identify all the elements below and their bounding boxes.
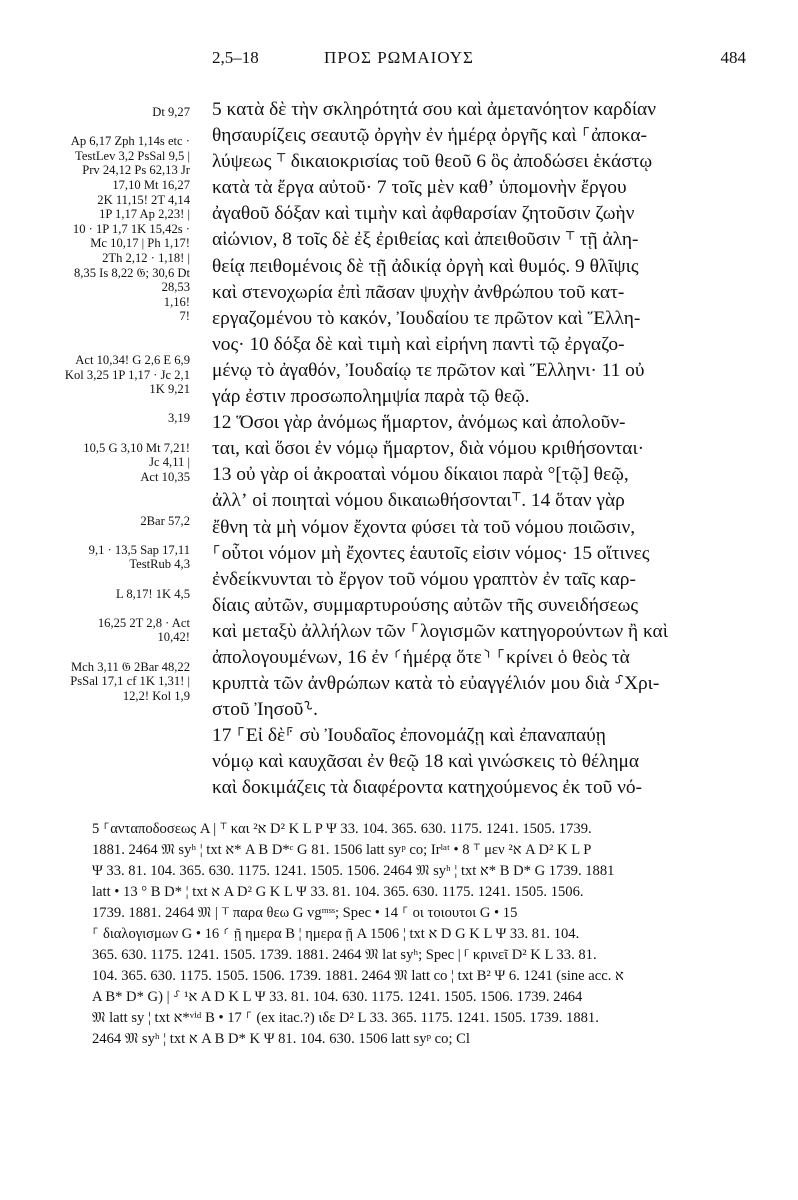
- margin-reference: TestLev 3,2 PsSal 9,5 |: [75, 148, 190, 163]
- margin-reference: 8,35 Is 8,22 𝔊; 30,6 Dt: [73, 265, 190, 280]
- text-line: 12 Ὅσοι γὰρ ἀνόμως ἥμαρτον, ἀνόμως καὶ ἀπολοῦν-: [212, 412, 626, 434]
- text-line: ἀλλʼ οἱ ποιηταὶ νόμου δικαιωθήσονται⸆. 14 ὅταν γὰρ: [212, 490, 625, 512]
- margin-reference: Mch 3,11 𝔊 2Bar 48,22: [70, 659, 190, 674]
- margin-reference: 1K 9,21: [149, 382, 190, 397]
- margin-reference: [18, 426, 190, 441]
- margin-reference: 10,5 G 3,10 Mt 7,21!: [83, 440, 190, 455]
- margin-reference: Dt 9,27: [152, 105, 190, 119]
- margin-reference: [18, 499, 190, 514]
- greek-main-text: [212, 97, 750, 802]
- margin-reference: Prv 24,12 Ps 62,13 Jr: [82, 163, 190, 178]
- margin-reference: 3,19: [167, 411, 190, 426]
- margin-reference: PsSal 17,1 cf 1K 1,31! |: [70, 674, 190, 689]
- margin-reference: Act 10,34! G 2,6 E 6,9: [75, 353, 190, 368]
- page-header: [0, 48, 798, 72]
- text-line: νος· 10 δόξα δὲ καὶ τιμὴ καὶ εἰρήνη παντὶ τῷ ἐργαζο-: [212, 333, 625, 355]
- margin-reference: Kol 3,25 1P 1,17 · Jc 2,1: [64, 367, 190, 382]
- apparatus-line: 2464 𝔐 syʰ ¦ txt א A B D* K Ψ 81. 104. 630. 1506 latt syᵖ co; Cl: [92, 1031, 470, 1047]
- page-number: 484: [720, 48, 746, 67]
- margin-reference: 2Bar 57,2: [140, 513, 190, 528]
- margin-reference: [18, 484, 190, 499]
- margin-reference: 10 · 1P 1,7 1K 15,42s ·: [72, 221, 190, 236]
- text-line: 5 κατὰ δὲ τὴν σκληρότητά σου καὶ ἀμετανόητον καρδίαν: [212, 99, 656, 120]
- margin-reference: Ap 6,17 Zph 1,14s etc ·: [70, 134, 190, 149]
- text-line: ⸀οὗτοι νόμον μὴ ἔχοντες ἑαυτοῖς εἰσιν νόμος· 15 οἵτινες: [212, 542, 650, 564]
- margin-reference: Mc 10,17 | Ph 1,17!: [90, 236, 190, 251]
- text-line: κρυπτὰ τῶν ἀνθρώπων κατὰ τὸ εὐαγγέλιόν μου διὰ ⸉Χρι-: [212, 673, 660, 695]
- margin-reference: 17,10 Mt 16,27: [112, 177, 190, 192]
- margin-reference: L 8,17! 1K 4,5: [115, 586, 190, 601]
- margin-reference: [18, 120, 190, 135]
- apparatus-line: 1739. 1881. 2464 𝔐 | ⸆ παρα θεω G vgᵐˢˢ; Spec • 14 ⸀ οι τοιουτοι G • 15: [92, 905, 518, 921]
- text-line: ἐνδείκνυνται τὸ ἔργον τοῦ νόμου γραπτὸν ἐν ταῖς καρ-: [212, 568, 636, 590]
- margin-reference: [18, 339, 190, 354]
- text-line: δίαις αὐτῶν, συμμαρτυρούσης αὐτῶν τῆς συνειδήσεως: [212, 594, 639, 616]
- margin-reference: 12,2! Kol 1,9: [122, 688, 190, 703]
- text-line: ἀπολογουμένων, 16 ἐν ⸂ἡμέρᾳ ὅτε⸃ ⸀κρίνει ὁ θεὸς τὰ: [212, 646, 630, 668]
- text-line: καὶ στενοχωρία ἐπὶ πᾶσαν ψυχὴν ἀνθρώπου τοῦ κατ-: [212, 281, 625, 303]
- margin-reference: 10,42!: [157, 630, 190, 645]
- apparatus-line: 104. 365. 630. 1175. 1505. 1506. 1739. 1881. 2464 𝔐 latt co ¦ txt B² Ψ 6. 1241 (sine acc. א: [92, 968, 624, 984]
- text-line: στοῦ Ἰησοῦ⸊.: [212, 699, 318, 721]
- text-line: θησαυρίζεις σεαυτῷ ὀργὴν ἐν ἡμέρᾳ ὀργῆς καὶ ⸀ἀποκα-: [212, 125, 648, 147]
- margin-reference: Jc 4,11 |: [149, 455, 190, 470]
- text-line: 13 οὐ γὰρ οἱ ἀκροαταὶ νόμου δίκαιοι παρὰ °[τῷ] θεῷ,: [212, 464, 629, 486]
- apparatus-line: A B* D* G) | ⸉ א¹ A D K L Ψ 33. 81. 104. 630. 1175. 1241. 1505. 1506. 1739. 2464: [92, 989, 583, 1005]
- margin-reference: TestRub 4,3: [129, 557, 190, 572]
- margin-reference: [18, 572, 190, 587]
- cross-reference-margin: [18, 105, 190, 703]
- apparatus-line: 𝔐 latt sy ¦ txt א*ᵛⁱᵈ B • 17 ⸀ (ex itac.?) ιδε D² L 33. 365. 1175. 1241. 1505. 1739. 1881.: [92, 1010, 599, 1026]
- text-line: αἰώνιον, 8 τοῖς δὲ ἐξ ἐριθείας καὶ ἀπειθοῦσιν ⸆ τῇ ἀλη-: [212, 229, 639, 251]
- text-line: μένῳ τὸ ἀγαθόν, Ἰουδαίῳ τε πρῶτον καὶ Ἕλληνι· 11 οὐ: [212, 359, 645, 381]
- text-line: ἀγαθοῦ δόξαν καὶ τιμὴν καὶ ἀφθαρσίαν ζητοῦσιν ζωὴν: [212, 203, 635, 225]
- margin-reference: 1P 1,17 Ap 2,23! |: [99, 207, 190, 222]
- apparatus-line: 5 ⸀ανταποδοσεως A | ⸆ και א² D² K L P Ψ 33. 104. 365. 630. 1175. 1241. 1505. 1739.: [92, 821, 592, 837]
- margin-reference: 16,25 2T 2,8 · Act: [97, 615, 190, 630]
- text-line: νόμῳ καὶ καυχᾶσαι ἐν θεῷ 18 καὶ γινώσκεις τὸ θέλημα: [212, 751, 640, 773]
- margin-reference: 2K 11,15! 2T 4,14: [97, 192, 190, 207]
- text-line: εργαζομένου τὸ κακόν, Ἰουδαίου τε πρῶτον καὶ Ἕλλη-: [212, 307, 641, 329]
- margin-reference: [18, 324, 190, 339]
- text-line: ται, καὶ ὅσοι ἐν νόμῳ ἥμαρτον, διὰ νόμου κριθήσονται·: [212, 438, 645, 460]
- critical-apparatus: [92, 819, 754, 1050]
- margin-reference: 1,16!: [163, 294, 190, 309]
- margin-reference: 7!: [179, 309, 190, 324]
- margin-reference: 9,1 · 13,5 Sap 17,11: [88, 542, 190, 557]
- apparatus-line: Ψ 33. 81. 104. 365. 630. 1175. 1241. 1505. 1506. 2464 𝔐 syʰ ¦ txt א* B D* G 1739. 1881: [92, 863, 615, 879]
- book-title: ΠΡΟΣ ΡΩΜΑΙΟΥΣ: [324, 48, 474, 67]
- margin-reference: 28,53: [161, 280, 190, 295]
- text-line: κατὰ τὰ ἔργα αὐτοῦ· 7 τοῖς μὲν καθʼ ὑπομονὴν ἔργου: [212, 177, 627, 199]
- text-line: 17 ⸀Εἰ δὲ⸁ σὺ Ἰουδαῖος ἐπονομάζῃ καὶ ἐπαναπαύῃ: [212, 725, 606, 747]
- margin-reference: [18, 601, 190, 616]
- text-line: λύψεως ⸆ δικαιοκρισίας τοῦ θεοῦ 6 ὃς ἀποδώσει ἑκάστῳ: [212, 151, 653, 173]
- margin-reference: [18, 397, 190, 412]
- margin-reference: 2Th 2,12 · 1,18! |: [102, 250, 190, 265]
- text-line: θείᾳ πειθομένοις δὲ τῇ ἀδικίᾳ ὀργὴ καὶ θυμός. 9 θλῖψις: [212, 255, 639, 277]
- margin-reference: [18, 528, 190, 543]
- text-line: ἔθνη τὰ μὴ νόμον ἔχοντα φύσει τὰ τοῦ νόμου ποιῶσιν,: [212, 516, 636, 538]
- margin-reference: Act 10,35: [140, 469, 190, 484]
- apparatus-line: 1881. 2464 𝔐 syʰ ¦ txt א* A B D*ᶜ G 81. 1506 latt syᵖ co; Irˡᵃᵗ • 8 ⸆ μεν א² A D² K L P: [92, 842, 592, 858]
- margin-reference: [18, 645, 190, 660]
- apparatus-line: 365. 630. 1175. 1241. 1505. 1739. 1881. 2464 𝔐 lat syʰ; Spec | ⸀ κρινεῖ D² K L 33. 81.: [92, 947, 597, 963]
- text-line: γάρ ἐστιν προσωπολημψία παρὰ τῷ θεῷ.: [212, 386, 530, 408]
- text-line: καὶ μεταξὺ ἀλλήλων τῶν ⸀λογισμῶν κατηγορούντων ἢ καὶ: [212, 620, 668, 642]
- chapter-verse-range: 2,5–18: [212, 48, 259, 67]
- apparatus-line: latt • 13 ° B D* ¦ txt א A D² G K L Ψ 33. 81. 104. 365. 630. 1175. 1241. 1505. 1506.: [92, 884, 584, 900]
- apparatus-line: ⸀ διαλογισμων G • 16 ⸂ ῇ ημερα B ¦ ημερα ῇ A 1506 ¦ txt א D G K L Ψ 33. 81. 104.: [92, 926, 580, 942]
- text-line: καὶ δοκιμάζεις τὰ διαφέροντα κατηχούμενος ἐκ τοῦ νό-: [212, 777, 643, 799]
